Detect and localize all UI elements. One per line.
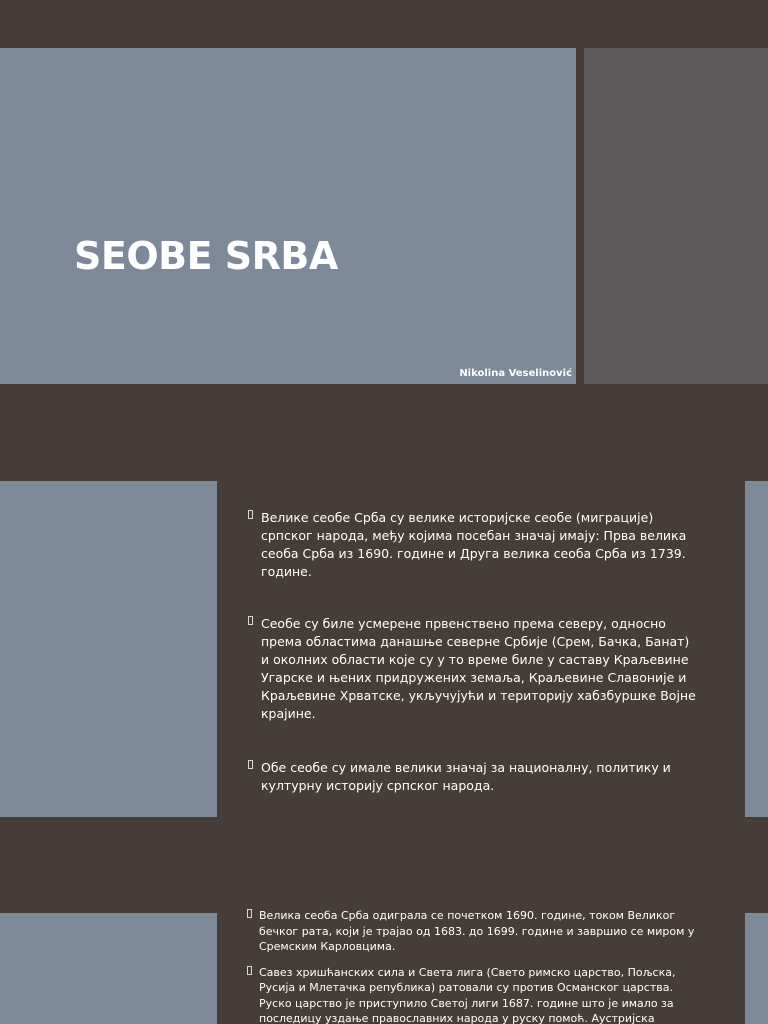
side-panel — [584, 48, 768, 384]
bullet-list — [248, 509, 698, 829]
bullet-list — [247, 908, 707, 1024]
bullet-icon — [247, 909, 252, 918]
bullet-text: Обе сеобе су имале велики значај за националну, политику и културну историју српског народа. — [261, 760, 671, 793]
title-panel — [0, 48, 576, 384]
bullet-text: Велике сеобе Срба су велике историјске сеобе (миграције) српског народа, међу којима посебан значај имају: Прва велика сеоба Срба из 1690. године и Друга велика сеоба Срба из 1739. године. — [261, 510, 687, 579]
bullet-text: Савез хришћанских сила и Света лига (Свето римско царство, Пољска, Русија и Млетачка република) ратовали су против Османског царства. Руско царство је приступило Светој лиги 1687. године што је имало за последицу уздање православних народа у руску помоћ. Аустријска — [259, 965, 676, 1024]
right-accent-panel — [745, 481, 768, 817]
bullet-text: Сеобе су биле усмерене првенствено према северу, односно према областима данашње северне Србије (Срем, Бачка, Банат) и околних области које су у то време биле у саставу Краљевине Угарске и њених придружених земаља, Краљевине Славоније и Краљевине Хрватске, укључујући и територију хабзбуршке Војне крајине. — [261, 616, 696, 721]
content-slide-2 — [0, 872, 768, 1024]
bullet-icon — [248, 510, 253, 519]
list-item — [248, 759, 698, 795]
list-item — [248, 615, 698, 723]
slide-title: SEOBE SRBA — [74, 234, 338, 278]
left-accent-panel — [0, 481, 217, 817]
title-slide — [0, 0, 768, 404]
bullet-icon — [248, 616, 253, 625]
list-item — [247, 908, 707, 955]
bullet-text: Велика сеоба Срба одиграла се почетком 1690. године, током Великог бечког рата, који је трајао од 1683. до 1699. године и завршио се миром у Сремским Карловцима. — [259, 909, 695, 953]
content-slide-1 — [0, 404, 768, 872]
author-name: Nikolina Veselinović — [459, 368, 572, 379]
bullet-icon — [247, 966, 252, 975]
list-item — [248, 509, 698, 581]
left-accent-panel — [0, 913, 217, 1024]
right-accent-panel — [745, 913, 768, 1024]
bullet-icon — [248, 760, 253, 769]
list-item — [247, 965, 707, 1024]
